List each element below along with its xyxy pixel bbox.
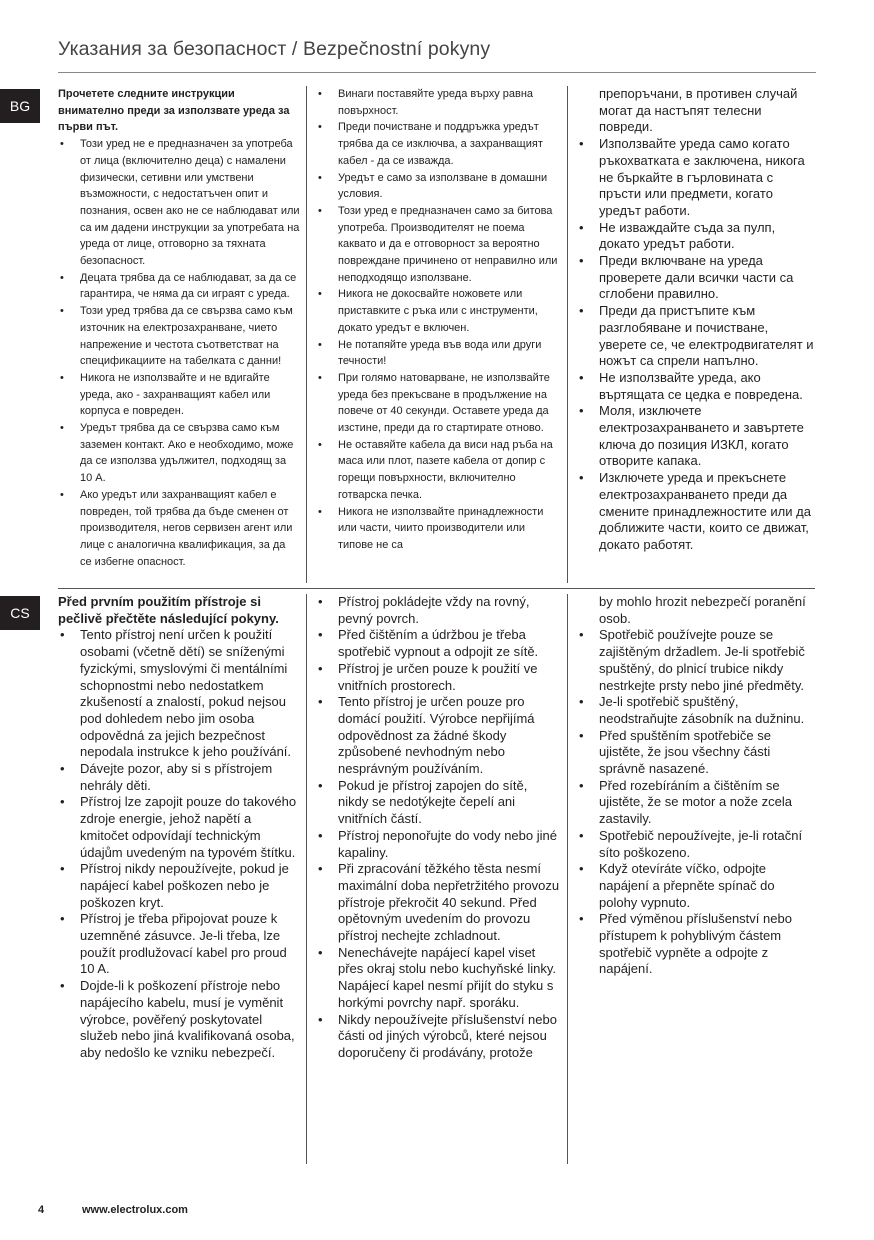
cs-column-1 [58,594,300,1164]
bullet-item: • Преди почистване и поддръжка уредът трябва да се изключва, а захранващият кабел - да се изважда. [316,119,560,169]
bullet-item: • Dojde-li k poškození přístroje nebo napájecího kabelu, musí je vyměnit výrobce, pověřený poskytovatel služeb nebo jiná kvalifikovaná osoba, aby nedošlo ke vzniku nebezpečí. [58,978,300,1062]
bullet-item: • Използвайте уреда само когато ръкохватката е заключена, никога не бъркайте в гърловината с пръсти или предмети, когато уредът работи. [577,136,815,220]
bullet-item: • Když otevíráte víčko, odpojte napájení a přepněte spínač do polohy vypnuto. [577,861,815,911]
bullet-item: • Je-li spotřebič spuštěný, neodstraňujte zásobník na dužninu. [577,694,815,727]
bullet-item: • Pokud je přístroj zapojen do sítě, nikdy se nedotýkejte čepelí ani vnitřních částí. [316,778,560,828]
bullet-item: • Не потапяйте уреда във вода или други течности! [316,337,560,370]
bullet-item: • Уредът е само за използване в домашни условия. [316,170,560,203]
bullet-item: • Никога не докосвайте ножовете или приставките с ръка или с инструменти, докато уредът е включен. [316,286,560,336]
bullet-item: • Přístroj lze zapojit pouze do takového zdroje energie, jehož napětí a kmitočet odpovídají technickým údajům uvedeným na typovém štítku. [58,794,300,861]
language-tab-cs: CS [0,596,40,630]
bullet-item: • Не оставяйте кабела да виси над ръба на маса или плот, пазете кабела от допир с горещи повърхности, включително готварска печка. [316,437,560,504]
bg-intro: Прочетете следните инструкции внимателно преди за използвате уреда за първи път. [58,88,290,134]
page-title: Указания за безопасност / Bezpečnostní pokyny [58,38,491,60]
bg-col3-continuation: препоръчани, в противен случай могат да настъпят телесни повреди. [599,86,798,135]
bullet-item: • Tento přístroj je určen pouze pro domácí použití. Výrobce nepřijímá odpovědnost za žádné škody způsobené nevhodným nebo nesprávným používáním. [316,694,560,778]
bg-column-2 [316,86,560,583]
title-divider [58,72,816,73]
bg-col1-list [58,136,300,570]
bullet-item: • Přístroj pokládejte vždy na rovný, pevný povrch. [316,594,560,627]
bullet-item: • Не използвайте уреда, ако въртящата се цедка е повредена. [577,370,815,403]
cs-col2-list [316,594,560,1062]
page-number: 4 [38,1204,45,1216]
bullet-item: • Před spuštěním spotřebiče se ujistěte, že jsou všechny části správně nasazené. [577,728,815,778]
cs-section [58,594,815,1164]
bg-column-1 [58,86,300,583]
footer-url: www.electrolux.com [82,1204,188,1216]
bullet-item: • Před rozebíráním a čištěním se ujistěte, že se motor a nože zcela zastavily. [577,778,815,828]
bullet-item: • Přístroj neponořujte do vody nebo jiné kapaliny. [316,828,560,861]
bullet-item: • Přístroj je určen pouze k použití ve vnitřních prostorech. [316,661,560,694]
bullet-item: • Ако уредът или захранващият кабел е повреден, той трябва да бъде сменен от производителя, негов сервизен агент или лице с аналогична квалификация, за да се избегне опасност. [58,487,300,571]
bullet-item: • Před výměnou příslušenství nebo přístupem k pohyblivým částem spotřebič vypněte a odpojte z napájení. [577,911,815,978]
bullet-item: • Уредът трябва да се свързва само към заземен контакт. Ако е необходимо, може да се използва удължител, подходящ за 10 A. [58,420,300,487]
bullet-item: • Моля, изключете електрозахранването и завъртете ключа до позиция ИЗКЛ, когато отворите капака. [577,403,815,470]
bullet-item: • Nenechávejte napájecí kapel viset přes okraj stolu nebo kuchyňské linky. Napájecí kapel nesmí přijít do styku s horkými povrchy např. sporáku. [316,945,560,1012]
bg-col3-list [577,136,815,554]
bullet-item: • Този уред е предназначен само за битова употреба. Производителят не поема каквато и да е отговорност за вероятно повреждане причинено от неправилно или неподходящо използване. [316,203,560,287]
cs-col1-list [58,627,300,1061]
bullet-item: • Spotřebič používejte pouze se zajištěným držadlem. Je-li spotřebič spuštěný, do plnicí trubice nikdy nestrkejte prsty nebo jiné předměty. [577,627,815,694]
bullet-item: • Преди включване на уреда проверете дали всички части са сглобени правилно. [577,253,815,303]
column-divider [306,86,307,583]
bullet-item: • Přístroj je třeba připojovat pouze k uzemněné zásuvce. Je-li třeba, lze použít prodlužovací kabel pro proud 10 A. [58,911,300,978]
bullet-item: • Před čištěním a údržbou je třeba spotřebič vypnout a odpojit ze sítě. [316,627,560,660]
cs-column-2 [316,594,560,1164]
bullet-item: • Този уред не е предназначен за употреба от лица (включително деца) с намалени физически, сетивни или умствени възможности, с недостатъчен опит и познания, освен ако не се наблюдават или са им дадени инструкции за употребата на уреда от лице, отговорно за тяхната безопасност. [58,136,300,270]
bullet-item: • Изключете уреда и прекъснете електрозахранването преди да смените принадлежностите или да доближите части, които се движат, докато работят. [577,470,815,554]
bullet-item: • Преди да пристъпите към разглобяване и почистване, уверете се, че електродвигателят и ножът са спрели напълно. [577,303,815,370]
bullet-item: • Не изваждайте съда за пулп, докато уредът работи. [577,220,815,253]
bg-col2-list [316,86,560,554]
section-divider [58,588,815,589]
bullet-item: • При голямо натоварване, не използвайте уреда без прекъсване в продължение на повече от 40 секунди. Оставете уреда да изстине, преди да го стартирате отново. [316,370,560,437]
cs-column-3 [577,594,815,1164]
cs-intro: Před prvním použitím přístroje si pečlivě přečtěte následující pokyny. [58,594,279,626]
bg-column-3 [577,86,815,583]
column-divider [567,86,568,583]
bullet-item: • Dávejte pozor, aby si s přístrojem nehrály děti. [58,761,300,794]
bullet-item: • Децата трябва да се наблюдават, за да се гарантира, че няма да си играят с уреда. [58,270,300,303]
cs-col3-list [577,627,815,978]
bullet-item: • Přístroj nikdy nepoužívejte, pokud je napájecí kabel poškozen nebo je poškozen kryt. [58,861,300,911]
bg-section [58,86,815,583]
bullet-item: • Винаги поставяйте уреда върху равна повърхност. [316,86,560,119]
bullet-item: • Този уред трябва да се свързва само към източник на електрозахранване, чието напрежение и честота съответстват на спецификациите на табелката с данни! [58,303,300,370]
bullet-item: • Никога не използвайте принадлежности или части, чиито производители или типове не са [316,504,560,554]
cs-col3-continuation: by mohlo hrozit nebezpečí poranění osob. [599,594,806,626]
column-divider [567,594,568,1164]
language-tab-bg: BG [0,89,40,123]
bullet-item: • Při zpracování těžkého těsta nesmí maximální doba nepřetržitého provozu přístroje překročit 40 sekund. Před opětovným uvedením do provozu přístroj nechejte zchladnout. [316,861,560,945]
bullet-item: • Nikdy nepoužívejte příslušenství nebo části od jiných výrobců, které nejsou doporučeny či prodávány, protože [316,1012,560,1062]
column-divider [306,594,307,1164]
bullet-item: • Никога не използвайте и не вдигайте уреда, ако - захранващият кабел или корпуса е повреден. [58,370,300,420]
bullet-item: • Tento přístroj není určen k použití osobami (včetně dětí) se sníženými fyzickými, smyslovými či mentálními schopnostmi nebo nedostatkem zkušeností a znalostí, pokud nejsou pod dohledem nebo jim osoba odpovědná za jejich bezpečnost nepodala instrukce k jeho používání. [58,627,300,761]
bullet-item: • Spotřebič nepoužívejte, je-li rotační síto poškozeno. [577,828,815,861]
